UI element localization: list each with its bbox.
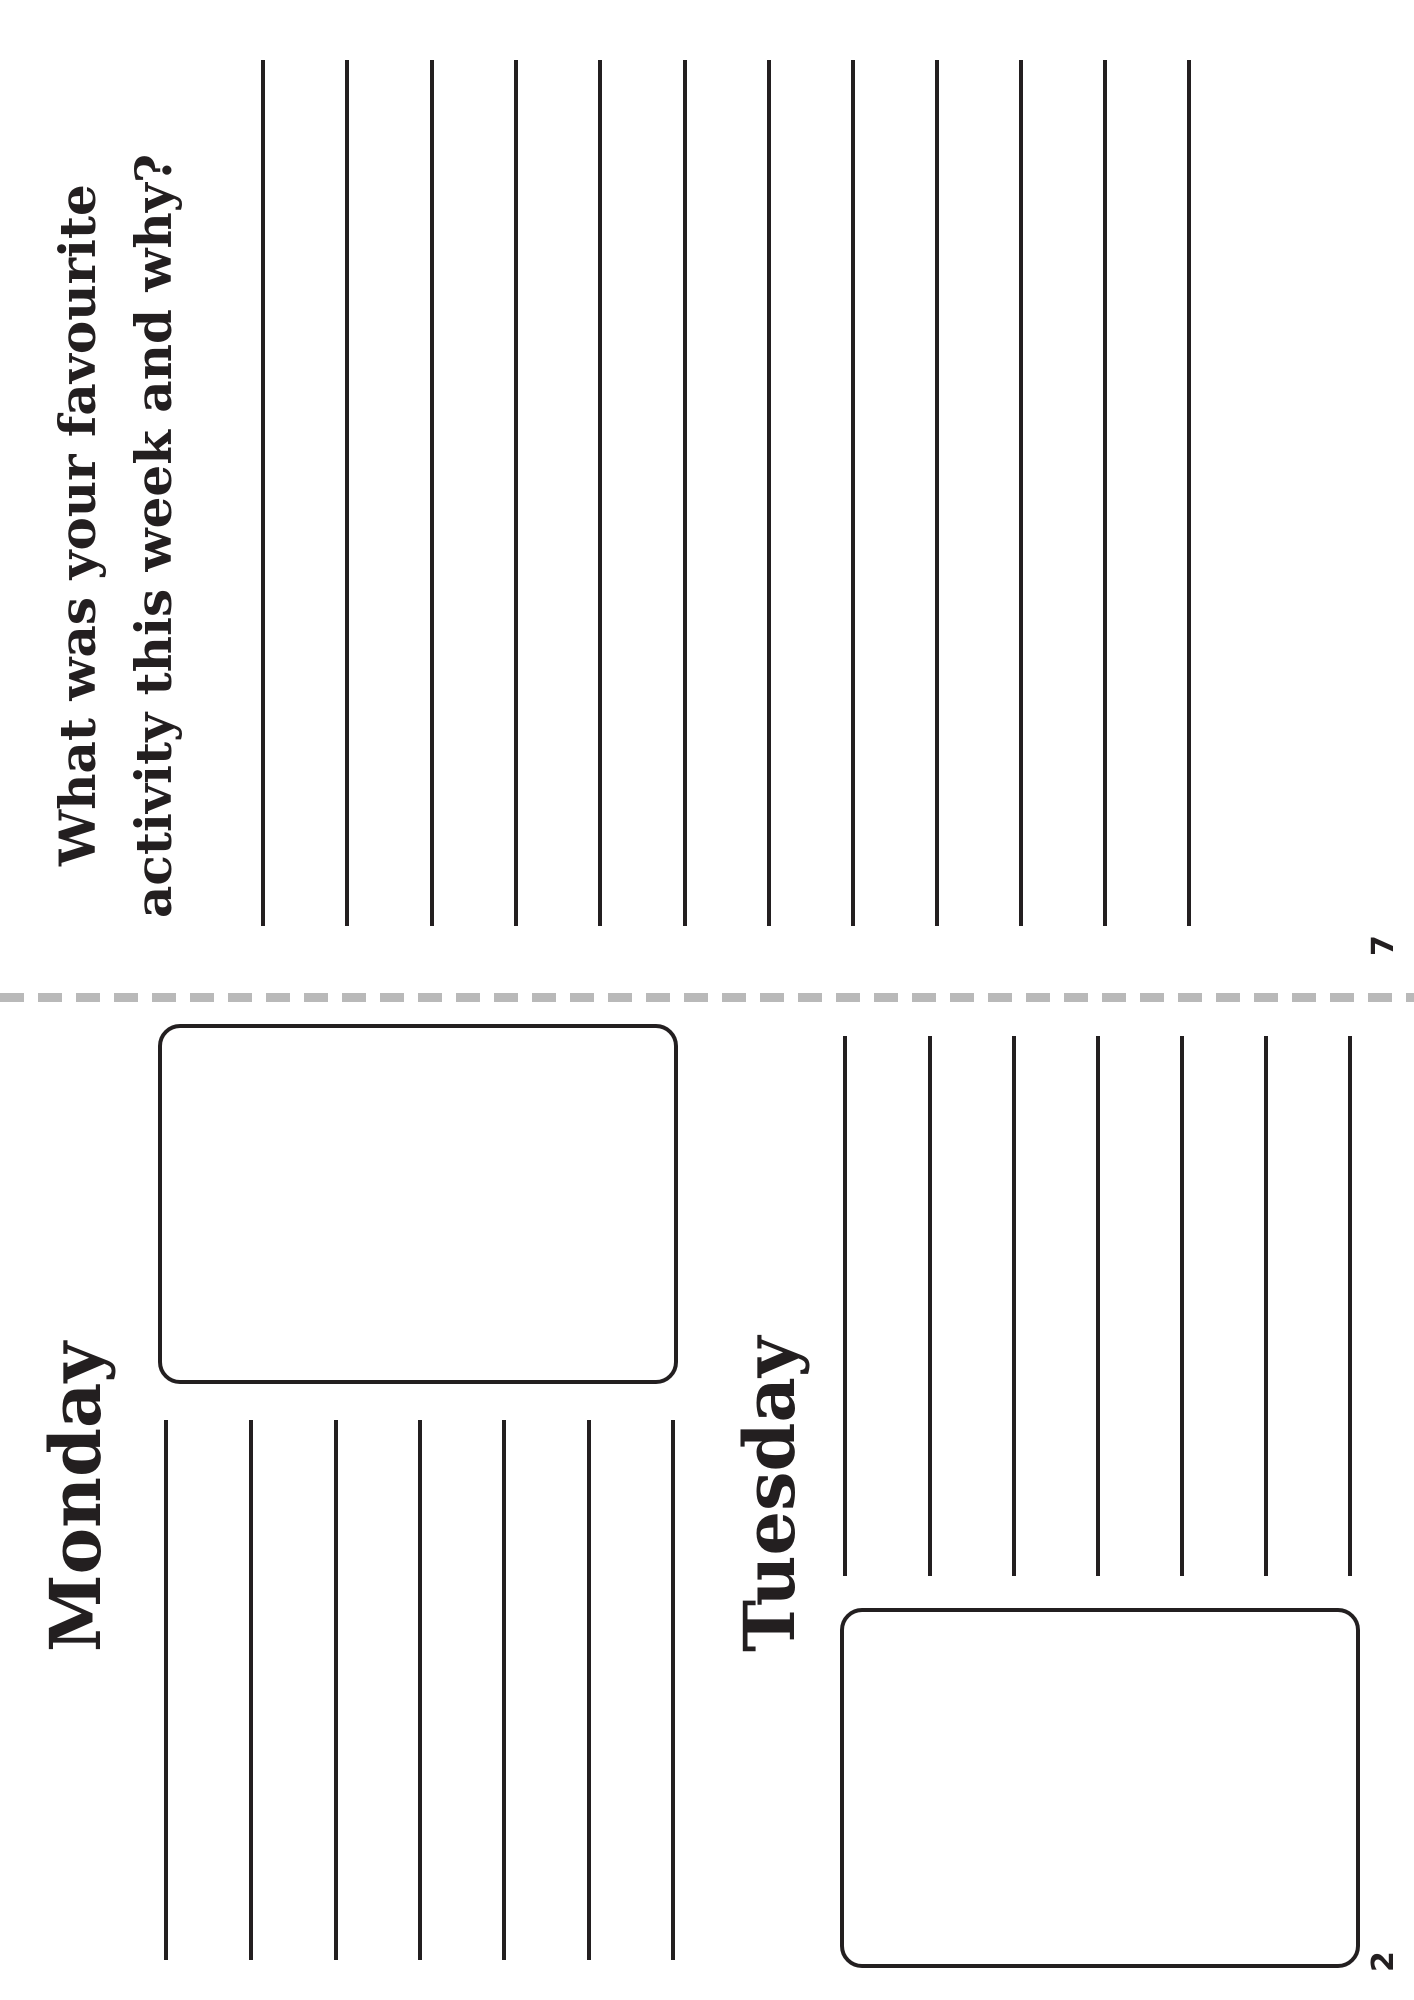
tuesday-line	[928, 1036, 932, 1576]
monday-line	[587, 1420, 591, 1960]
tuesday-line	[843, 1036, 847, 1576]
monday-line	[249, 1420, 253, 1960]
answer-line	[430, 60, 434, 926]
tuesday-line	[1264, 1036, 1268, 1576]
tuesday-drawing-box[interactable]	[840, 1608, 1360, 1968]
answer-line	[1019, 60, 1023, 926]
monday-heading: Monday	[34, 1341, 117, 1652]
tuesday-line	[1096, 1036, 1100, 1576]
monday-line	[671, 1420, 675, 1960]
page-number-7: 7	[1366, 935, 1401, 956]
answer-line	[767, 60, 771, 926]
question-line-1: What was your favourite	[48, 184, 107, 866]
monday-line	[502, 1420, 506, 1960]
tuesday-line	[1012, 1036, 1016, 1576]
answer-line	[598, 60, 602, 926]
answer-line	[1103, 60, 1107, 926]
monday-line	[418, 1420, 422, 1960]
answer-line	[683, 60, 687, 926]
monday-line	[334, 1420, 338, 1960]
tuesday-heading: Tuesday	[728, 1336, 811, 1652]
tuesday-line	[1180, 1036, 1184, 1576]
answer-line	[851, 60, 855, 926]
answer-line	[1187, 60, 1191, 926]
tuesday-line	[1348, 1036, 1352, 1576]
monday-line	[164, 1420, 168, 1960]
answer-line	[514, 60, 518, 926]
answer-line	[345, 60, 349, 926]
answer-line	[935, 60, 939, 926]
fold-dashed-line	[0, 993, 1414, 1002]
page-number-2: 2	[1366, 1951, 1401, 1972]
monday-drawing-box[interactable]	[158, 1024, 678, 1384]
answer-line	[261, 60, 265, 926]
question-line-2: activity this week and why?	[124, 153, 183, 918]
